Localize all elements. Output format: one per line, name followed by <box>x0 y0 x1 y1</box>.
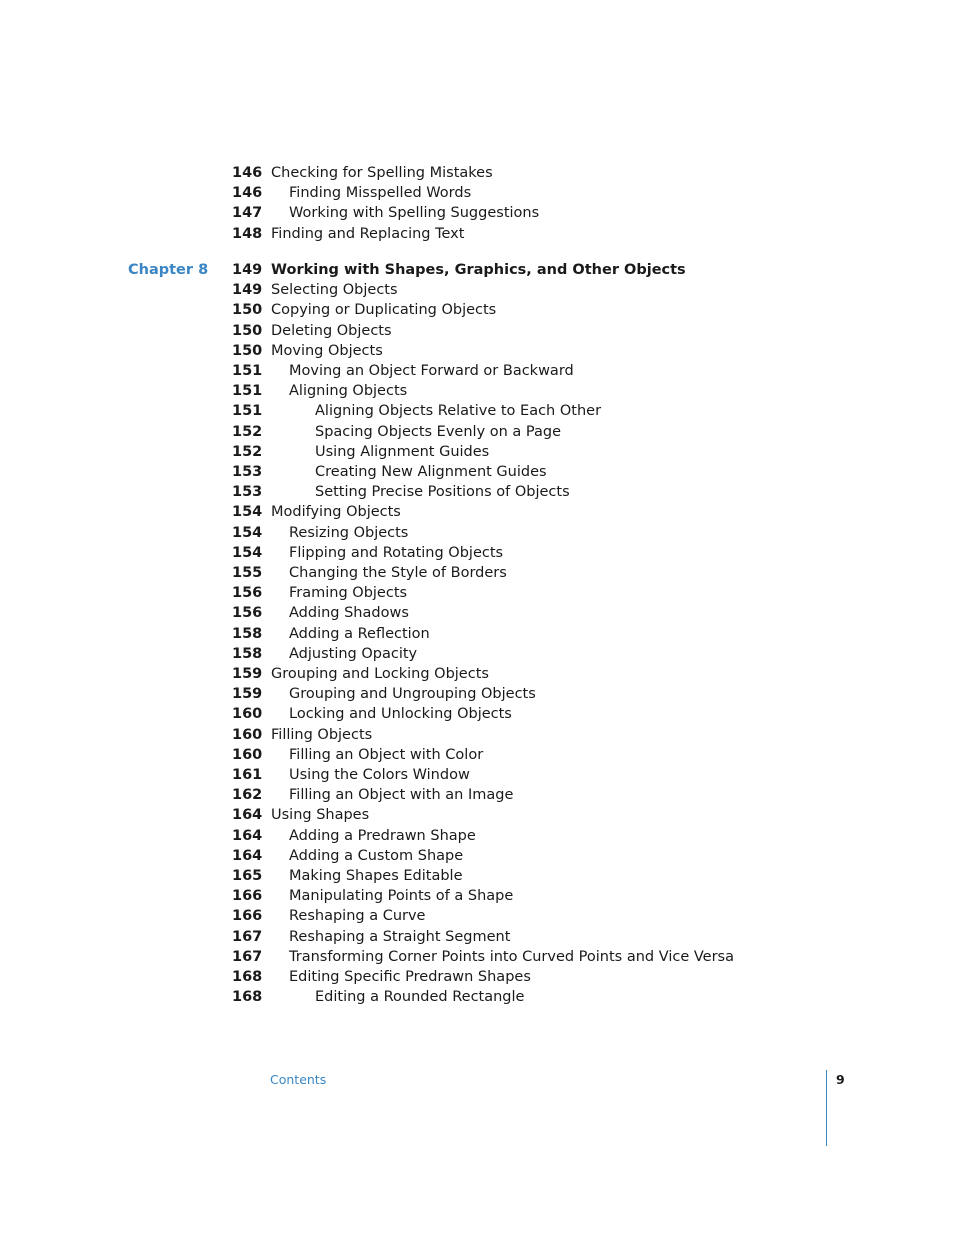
toc-entry-title: Setting Precise Positions of Objects <box>315 484 570 501</box>
toc-entry-title: Filling Objects <box>271 726 373 743</box>
toc-entry-title: Adding a Predrawn Shape <box>289 827 476 844</box>
toc-entry-page: 156 <box>232 605 263 622</box>
toc-entry-title: Working with Spelling Suggestions <box>289 205 540 222</box>
toc-entry-title: Filling an Object with an Image <box>289 787 514 804</box>
toc-entry-title: Changing the Style of Borders <box>289 565 507 581</box>
toc-entry-title: Spacing Objects Evenly on a Page <box>315 423 562 440</box>
toc-entry-page: 151 <box>232 363 263 379</box>
toc-entry[interactable] <box>0 684 954 704</box>
toc-entry-page: 167 <box>232 948 263 965</box>
toc-entry-page: 153 <box>232 464 263 480</box>
toc-entry-title: Deleting Objects <box>271 322 392 339</box>
toc-entry-page: 148 <box>232 225 263 242</box>
toc-entry-page: 168 <box>232 969 263 985</box>
toc-entry[interactable] <box>0 300 954 320</box>
toc-entry[interactable] <box>0 203 954 223</box>
toc-entry-title: Using Alignment Guides <box>315 443 490 460</box>
toc-entry-page: 166 <box>232 908 263 925</box>
toc-entry-title: Adjusting Opacity <box>289 645 418 662</box>
toc-entry-page: 152 <box>232 443 263 460</box>
toc-entry-page: 160 <box>232 706 263 723</box>
page-number: 9 <box>836 1072 845 1087</box>
toc-entry[interactable] <box>0 947 954 967</box>
toc-entry[interactable] <box>0 563 954 583</box>
toc-entry[interactable] <box>0 523 954 543</box>
toc-entry-page: 158 <box>232 625 263 642</box>
toc-entry-page: 149 <box>232 262 263 278</box>
toc-entry-page: 160 <box>232 746 263 763</box>
toc-entry-page: 154 <box>232 504 263 521</box>
toc-entry-page: 151 <box>232 383 263 400</box>
toc-entry[interactable] <box>0 260 954 280</box>
toc-entry-page: 151 <box>232 403 263 420</box>
toc-entry[interactable] <box>0 341 954 361</box>
toc-entry[interactable] <box>0 183 954 203</box>
toc-entry-page: 149 <box>232 282 263 299</box>
toc-entry[interactable] <box>0 846 954 866</box>
toc-entry[interactable] <box>0 422 954 442</box>
toc-entry-page: 161 <box>232 767 263 783</box>
toc-entry-title: Reshaping a Straight Segment <box>289 928 511 945</box>
toc-entry[interactable] <box>0 462 954 482</box>
toc-entry-title: Adding a Custom Shape <box>289 847 464 864</box>
toc-entry[interactable] <box>0 361 954 381</box>
toc-entry[interactable] <box>0 664 954 684</box>
toc-entry[interactable] <box>0 603 954 623</box>
toc-entry-page: 150 <box>232 302 263 319</box>
toc-entry-page: 165 <box>232 868 263 884</box>
toc-entry-title: Aligning Objects <box>289 383 408 400</box>
toc-entry-title: Resizing Objects <box>289 524 409 541</box>
toc-entry[interactable] <box>0 886 954 906</box>
toc-entry-title: Moving an Object Forward or Backward <box>289 363 574 379</box>
toc-entry-page: 156 <box>232 585 263 602</box>
toc-entry-title: Grouping and Ungrouping Objects <box>289 686 536 703</box>
toc-entry-page: 146 <box>232 185 263 202</box>
toc-entry-page: 153 <box>232 484 263 501</box>
toc-entry-page: 167 <box>232 928 263 945</box>
toc-entry-page: 155 <box>232 565 263 581</box>
toc-entry-title: Using Shapes <box>271 807 370 824</box>
toc-entry-page: 158 <box>232 645 263 662</box>
toc-entry-title: Editing Specific Predrawn Shapes <box>289 969 531 985</box>
toc-entry-title: Copying or Duplicating Objects <box>271 302 497 319</box>
toc-entry[interactable] <box>0 502 954 522</box>
toc-entry-title: Filling an Object with Color <box>289 746 484 763</box>
footer-divider <box>826 1070 827 1146</box>
toc-entry-title: Creating New Alignment Guides <box>315 464 547 480</box>
toc-entry[interactable] <box>0 805 954 825</box>
toc-entry-title: Adding a Reflection <box>289 625 430 642</box>
toc-entry-page: 152 <box>232 423 263 440</box>
toc-entry-page: 150 <box>232 322 263 339</box>
toc-entry-title: Finding and Replacing Text <box>271 225 465 242</box>
toc-entry-title: Checking for Spelling Mistakes <box>271 165 493 181</box>
toc-entry[interactable] <box>0 785 954 805</box>
toc-entry[interactable] <box>0 583 954 603</box>
toc-entry[interactable] <box>0 704 954 724</box>
toc-entry[interactable] <box>0 927 954 947</box>
toc-entry[interactable] <box>0 543 954 563</box>
toc-entry-title: Finding Misspelled Words <box>289 185 472 202</box>
footer-section-title[interactable]: Contents <box>270 1072 327 1087</box>
toc-entry[interactable] <box>0 906 954 926</box>
toc-entry-page: 164 <box>232 807 263 824</box>
toc-entry[interactable] <box>0 401 954 421</box>
toc-entry-title: Using the Colors Window <box>289 767 470 783</box>
toc-entry-title: Adding Shadows <box>289 605 409 622</box>
toc-entry-title: Moving Objects <box>271 342 383 359</box>
toc-entry-page: 146 <box>232 165 263 181</box>
toc-entry-title: Grouping and Locking Objects <box>271 666 489 682</box>
toc-entry[interactable] <box>0 321 954 341</box>
toc-entry-page: 147 <box>232 205 263 222</box>
toc-entry-title: Transforming Corner Points into Curved Points and Vice Versa <box>289 948 734 965</box>
toc-entry-page: 160 <box>232 726 263 743</box>
toc-entry[interactable] <box>0 987 954 1007</box>
toc-entry-title: Modifying Objects <box>271 504 401 521</box>
toc-entry-page: 164 <box>232 847 263 864</box>
toc-entry-title: Flipping and Rotating Objects <box>289 544 504 561</box>
toc-entry[interactable] <box>0 381 954 401</box>
toc-entry[interactable] <box>0 442 954 462</box>
toc-entry[interactable] <box>0 725 954 745</box>
toc-entry[interactable] <box>0 644 954 664</box>
toc-entry-title: Manipulating Points of a Shape <box>289 888 514 905</box>
toc-entry-page: 159 <box>232 666 263 682</box>
toc-entry[interactable] <box>0 826 954 846</box>
toc-entry-title: Editing a Rounded Rectangle <box>315 989 525 1006</box>
toc-entry-title: Making Shapes Editable <box>289 868 463 884</box>
toc-entry[interactable] <box>0 967 954 987</box>
toc-entry[interactable] <box>0 163 954 183</box>
toc-entry-page: 154 <box>232 524 263 541</box>
toc-entry-page: 159 <box>232 686 263 703</box>
toc-entry-title: Working with Shapes, Graphics, and Other Objects <box>271 262 686 278</box>
toc-entry[interactable] <box>0 624 954 644</box>
toc-entry[interactable] <box>0 765 954 785</box>
toc-entry[interactable] <box>0 224 954 244</box>
chapter-label: Chapter 8 <box>128 262 209 278</box>
toc-entry-page: 150 <box>232 342 263 359</box>
toc-entry-page: 154 <box>232 544 263 561</box>
toc-entry[interactable] <box>0 866 954 886</box>
toc-entry-page: 168 <box>232 989 263 1006</box>
toc-entry[interactable] <box>0 482 954 502</box>
toc-entry-page: 162 <box>232 787 263 804</box>
toc-entry[interactable] <box>0 745 954 765</box>
toc-entry-title: Selecting Objects <box>271 282 398 299</box>
toc-entry-title: Framing Objects <box>289 585 408 602</box>
toc-entry[interactable] <box>0 280 954 300</box>
toc-entry-page: 166 <box>232 888 263 905</box>
toc-entry-title: Reshaping a Curve <box>289 908 426 925</box>
toc-entry-page: 164 <box>232 827 263 844</box>
toc-entry-title: Locking and Unlocking Objects <box>289 706 512 723</box>
toc-entry-title: Aligning Objects Relative to Each Other <box>315 403 602 420</box>
